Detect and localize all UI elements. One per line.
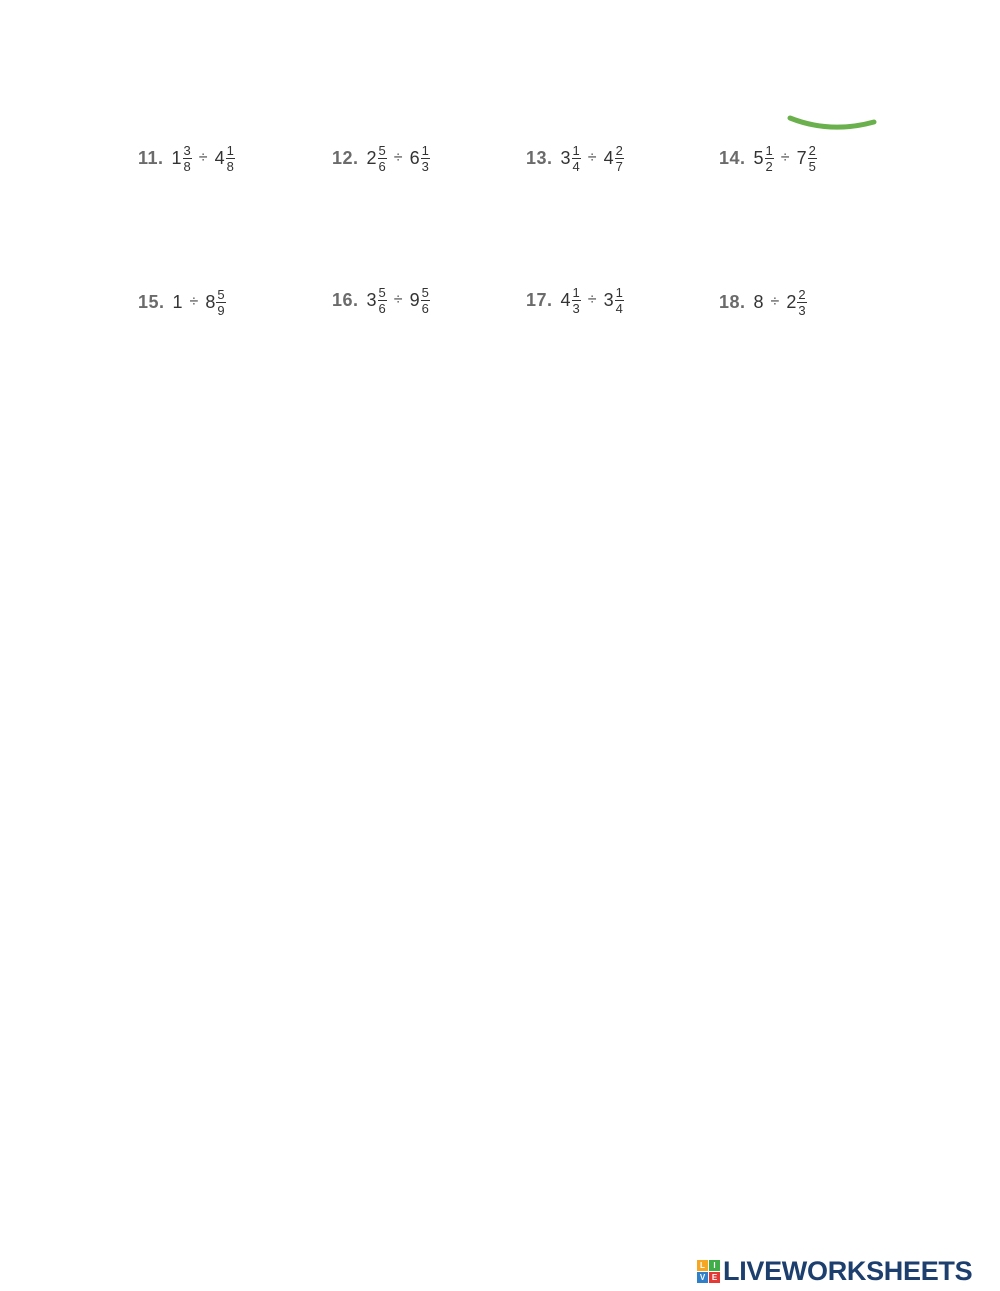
divide-sign: ÷ (393, 149, 403, 166)
whole-part: 2 (786, 292, 797, 312)
denominator: 3 (798, 302, 806, 318)
denominator: 4 (615, 300, 623, 316)
numerator: 3 (183, 142, 191, 158)
problem-14 (719, 138, 817, 178)
whole-part: 9 (409, 290, 420, 310)
whole-part: 1 (172, 292, 183, 312)
whole-part: 7 (796, 148, 807, 168)
denominator: 7 (615, 158, 623, 174)
divide-sign: ÷ (770, 293, 780, 310)
numerator: 1 (615, 284, 623, 300)
mixed-number-right (797, 144, 817, 173)
green-swoosh-decoration (782, 96, 878, 130)
problem-number: 15. (138, 291, 165, 312)
denominator: 6 (378, 158, 386, 174)
denominator: 3 (421, 158, 429, 174)
whole-part: 3 (560, 148, 571, 168)
whole-part: 4 (603, 148, 614, 168)
fraction (765, 144, 774, 173)
numerator: 2 (808, 142, 816, 158)
numerator: 1 (421, 142, 429, 158)
fraction (216, 288, 225, 317)
mixed-number-left (561, 286, 581, 315)
problem-number: 17. (526, 289, 553, 310)
divide-sign: ÷ (189, 293, 199, 310)
problem-expression (754, 288, 807, 317)
denominator: 4 (572, 158, 580, 174)
denominator: 6 (378, 300, 386, 316)
denominator: 3 (572, 300, 580, 316)
fraction (421, 286, 430, 315)
whole-part: 2 (366, 148, 377, 168)
whole-part: 4 (214, 148, 225, 168)
fraction (615, 144, 624, 173)
problem-number: 14. (719, 147, 746, 168)
numerator: 1 (765, 142, 773, 158)
mixed-number-right (604, 286, 624, 315)
numerator: 2 (615, 142, 623, 158)
divide-sign: ÷ (198, 149, 208, 166)
logo-blocks-icon (697, 1260, 720, 1283)
fraction (572, 144, 581, 173)
mixed-number-right (604, 144, 624, 173)
fraction (378, 144, 387, 173)
whole-part: 3 (366, 290, 377, 310)
divide-sign: ÷ (780, 149, 790, 166)
denominator: 9 (217, 302, 225, 318)
fraction (808, 144, 817, 173)
numerator: 5 (378, 284, 386, 300)
fraction (572, 286, 581, 315)
mixed-number-left (172, 144, 192, 173)
denominator: 8 (183, 158, 191, 174)
fraction (226, 144, 235, 173)
problem-expression (173, 288, 226, 317)
problem-13 (526, 138, 624, 178)
logo-block-i: I (709, 1260, 720, 1271)
denominator: 8 (226, 158, 234, 174)
problem-expression (367, 144, 430, 173)
whole-part: 3 (603, 290, 614, 310)
numerator: 1 (572, 284, 580, 300)
problem-16 (332, 280, 430, 320)
problem-number: 12. (332, 147, 359, 168)
logo-block-v: V (697, 1272, 708, 1283)
divide-sign: ÷ (587, 149, 597, 166)
mixed-number-right (205, 288, 225, 317)
fraction (615, 286, 624, 315)
numerator: 5 (378, 142, 386, 158)
mixed-number-right (410, 144, 430, 173)
divide-sign: ÷ (393, 291, 403, 308)
problem-number: 16. (332, 289, 359, 310)
problem-expression (561, 286, 624, 315)
numerator: 1 (572, 142, 580, 158)
numerator: 1 (226, 142, 234, 158)
logo-block-l: L (697, 1260, 708, 1271)
fraction (797, 288, 806, 317)
fraction (378, 286, 387, 315)
problem-11 (138, 138, 235, 178)
problem-expression (172, 144, 235, 173)
logo-block-e: E (709, 1272, 720, 1283)
problem-expression (367, 286, 430, 315)
liveworksheets-logo[interactable] (697, 1256, 972, 1286)
fraction (183, 144, 192, 173)
problem-expression (561, 144, 624, 173)
problem-expression (754, 144, 817, 173)
denominator: 2 (765, 158, 773, 174)
problem-number: 11. (138, 147, 164, 168)
mixed-number-left (367, 286, 387, 315)
mixed-number-left (367, 144, 387, 173)
problem-18 (719, 282, 807, 322)
whole-number-left (754, 293, 764, 311)
problem-17 (526, 280, 624, 320)
logo-text: LIVEWORKSHEETS (723, 1255, 973, 1286)
whole-part: 8 (753, 292, 764, 312)
whole-number-left (173, 293, 183, 311)
problem-number: 13. (526, 147, 553, 168)
divide-sign: ÷ (587, 291, 597, 308)
whole-part: 5 (753, 148, 764, 168)
numerator: 5 (217, 286, 225, 302)
denominator: 6 (421, 300, 429, 316)
whole-part: 6 (409, 148, 420, 168)
denominator: 5 (808, 158, 816, 174)
problem-12 (332, 138, 430, 178)
mixed-number-left (754, 144, 774, 173)
whole-part: 8 (205, 292, 216, 312)
mixed-number-right (786, 288, 806, 317)
mixed-number-right (410, 286, 430, 315)
problem-15 (138, 282, 226, 322)
numerator: 5 (421, 284, 429, 300)
mixed-number-left (561, 144, 581, 173)
mixed-number-right (215, 144, 235, 173)
whole-part: 1 (171, 148, 182, 168)
fraction (421, 144, 430, 173)
whole-part: 4 (560, 290, 571, 310)
numerator: 2 (798, 286, 806, 302)
problem-number: 18. (719, 291, 746, 312)
